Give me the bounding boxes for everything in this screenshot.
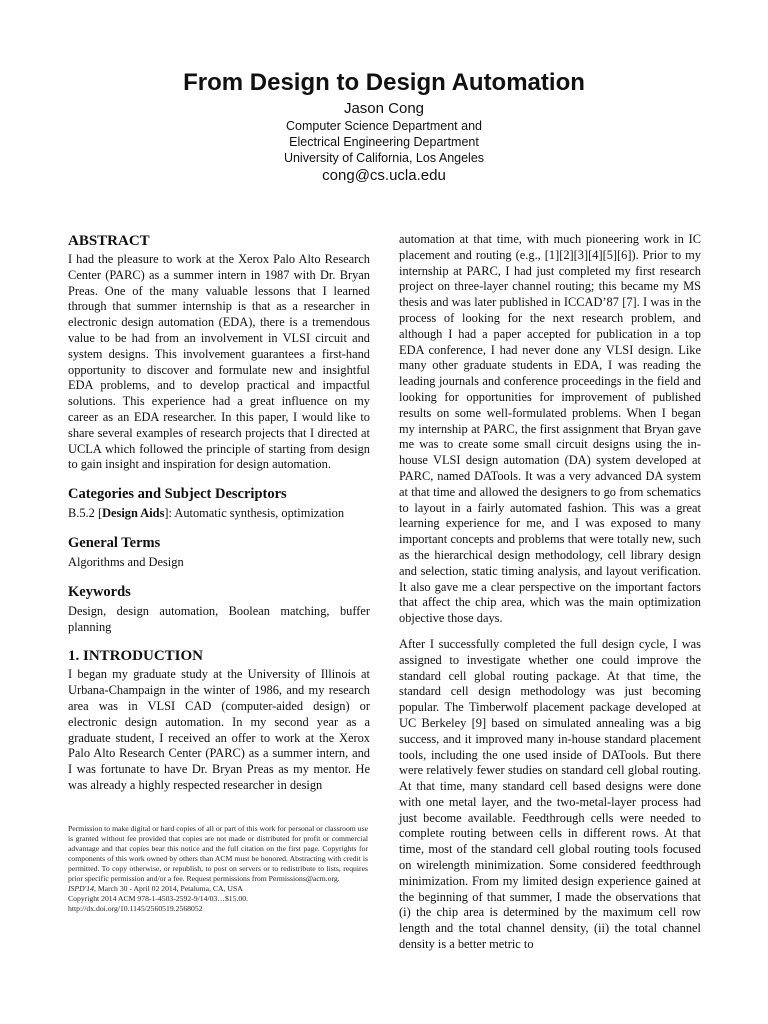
- general-terms-text: Algorithms and Design: [68, 554, 184, 569]
- categories-text: [68, 506, 370, 522]
- venue-line: [68, 884, 368, 894]
- author-name: Jason Cong: [343, 100, 425, 117]
- keywords-heading: Keywords: [68, 583, 131, 600]
- general-terms-section: [68, 534, 370, 571]
- introduction-heading: 1. INTRODUCTION: [68, 648, 204, 665]
- paper-title: From Design to Design Automation: [183, 69, 585, 96]
- doi-link[interactable]: http://dx.doi.org/10.1145/2560519.2568052: [68, 904, 203, 913]
- affiliation-line-1: Computer Science Department and: [286, 119, 482, 133]
- abstract-section: [68, 232, 370, 473]
- categories-heading: Categories and Subject Descriptors: [68, 486, 287, 503]
- categories-rest: ]: Automatic synthesis, optimization: [164, 506, 345, 521]
- copyright-footnote: [68, 824, 368, 914]
- general-terms-heading: General Terms: [68, 534, 161, 551]
- affiliation-line-3: University of California, Los Angeles: [283, 151, 485, 165]
- introduction-text-left: I began my graduate study at the University of Illinois at Urbana-Champaign in the winter of 1986, and my research area was in VLSI CAD (computer-aided design) or electronic design automation. In my second year as a graduate student, I received an offer to work at the Xerox Palo Alto Research Center (PARC) as a summer intern, and I was fortunate to have Dr. Bryan Preas as my mentor. He was already a highly respected researcher in design: [68, 667, 370, 792]
- right-column: [399, 232, 701, 953]
- introduction-text-right-2: After I successfully completed the full design cycle, I was assigned to investigate whether one could improve the standard cell global routing package. At that time, the standard cell design methodology was just becoming popular. The Timberwolf placement package developed at UC Berkeley [9] based on simulated annealing was a big success, and it improved many in-house standard placement tools, including the one used inside of DATools. But there were relatively fewer studies on standard cell global routing. At that time, many standard cell based designs were done with one metal layer, and the two-metal-layer process had just become available. Feedthrough cells were needed to complete routing between cells in different rows. At that time, most of the standard cell global routing tools focused on wirelength minimization. Some considered feedthrough minimization. From my limited design experience gained at the beginning of that summer, I made the observations that (i) the chip area is determined by the maximum cell row length and the total channel density, (ii) the total channel density is a better metric to: [399, 636, 701, 952]
- categories-bold-term: Design Aids: [102, 506, 165, 521]
- permission-notice: Permission to make digital or hard copies of all or part of this work for personal or classroom use is granted without fee provided that copies are not made or distributed for profit or commercial advantage and that copies bear this notice and the full citation on the first page. Copyrights for components of this work owned by others than ACM must be honored. Abstracting with credit is permitted. To copy otherwise, or republish, to post on servers or to redistribute to lists, requires prior specific permission and/or a fee. Request permissions from Permissions@acm.org.: [68, 824, 368, 883]
- keywords-text: Design, design automation, Boolean matching, buffer planning: [68, 603, 370, 634]
- copyright-line: Copyright 2014 ACM 978-1-4503-2592-9/14/03…$15.00.: [68, 894, 249, 903]
- left-column: [68, 232, 370, 794]
- introduction-text-right-1: automation at that time, with much pioneering work in IC placement and routing (e.g., [1][2][3][4][5][6]). Prior to my internship at PARC, I had just completed my first research project on three-layer channel routing; this became my MS thesis and was later published in ICCAD’87 [7]. I was in the process of looking for the next research problem, and although I had a paper accepted for publication in a top EDA conference, I had never done any VLSI design. Like many other graduate students in EDA, I was reading the leading journals and conference proceedings in the field and looking for opportunities for improvement of published results on some well-formulated problems. When I began my internship at PARC, the first assignment that Bryan gave me was to create some small circuit designs using the in-house VLSI design automation (DA) system developed at PARC, named DATools. It was a very advanced DA system at that time and allowed the designers to go from schematics to layout in a fairly automated fashion. This was a great learning experience for me, and I was exposed to many important concepts and problems that were totally new, such as the hierarchical design methodology, cell library design and selection, static timing analysis, and layout verification. It also gave me a clear perspective on the important factors that affect the chip area, which was the main optimization objective those days.: [399, 232, 701, 626]
- keywords-section: [68, 583, 370, 636]
- affiliation-line-2: Electrical Engineering Department: [289, 135, 479, 149]
- abstract-text: I had the pleasure to work at the Xerox Palo Alto Research Center (PARC) as a summer intern in 1987 with Dr. Bryan Preas. One of the many valuable lessons that I learned through that summer internship is that as a researcher in electronic design automation (EDA), there is a tremendous value to be had from an involvement in VLSI circuit and system designs. This involvement guarantees a first-hand opportunity to discover and formulate new and insightful EDA problems, and to develop practical and impactful solutions. This experience had a great influence on my career as an EDA researcher. In this paper, I would like to share several examples of research projects that I directed at UCLA which followed the principle of starting from design to gain insight and inspiration for design automation.: [68, 252, 370, 472]
- paper-header: [0, 68, 768, 185]
- categories-section: [68, 485, 370, 522]
- venue-name: ISPD'14: [68, 884, 94, 893]
- author-email[interactable]: cong@cs.ucla.edu: [322, 167, 446, 184]
- abstract-heading: ABSTRACT: [68, 233, 150, 249]
- introduction-section: [68, 647, 370, 793]
- venue-details: , March 30 - April 02 2014, Petaluma, CA, USA: [93, 884, 243, 893]
- categories-code: B.5.2 [: [68, 506, 103, 521]
